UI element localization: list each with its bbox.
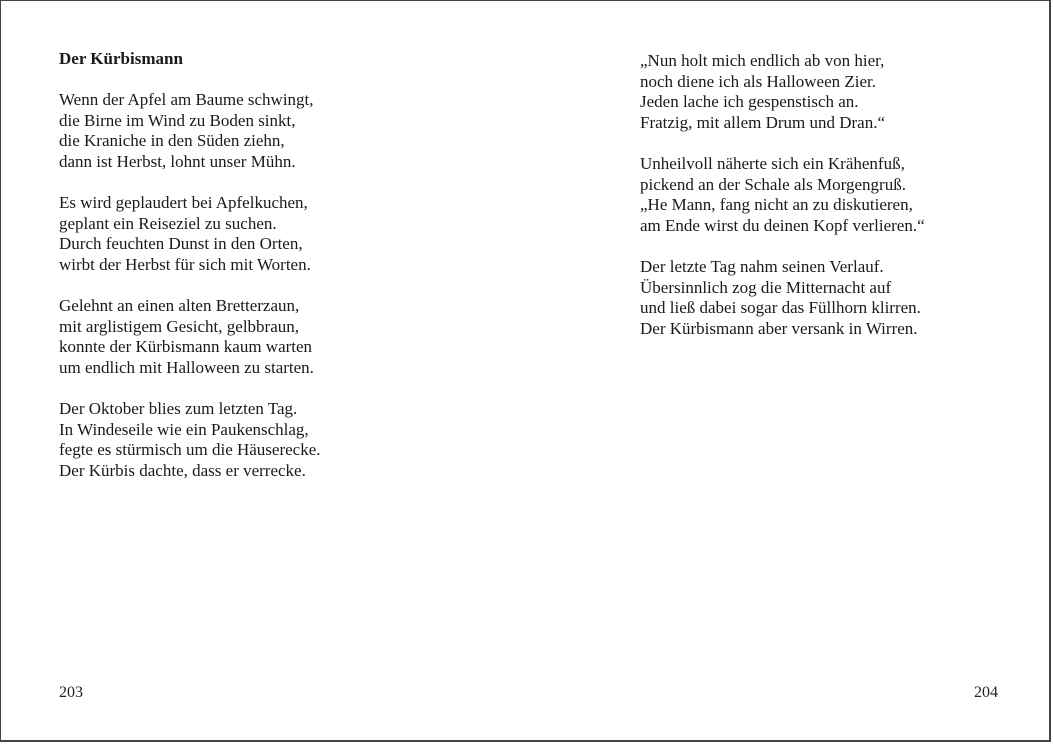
verse-line: dann ist Herbst, lohnt unser Mühn. [59,151,296,171]
page-number-right: 204 [974,684,998,701]
verse-line: Übersinnlich zog die Mitternacht auf [640,277,892,297]
verse-line: fegte es stürmisch um die Häuserecke. [59,440,321,459]
verse-line: mit arglistigem Gesicht, gelbbraun, [59,316,300,336]
verse-line: Jeden lache ich gespenstisch an. [640,92,859,111]
right-page [640,1,1040,740]
verse-line: Der Oktober blies zum letzten Tag. [59,399,298,418]
verse-line: am Ende wirst du deinen Kopf verlieren.“ [640,215,925,235]
stanza [59,90,314,172]
verse-line: konnte der Kürbismann kaum warten [59,337,313,356]
stanza [640,154,925,236]
verse-line: Der Kürbismann aber versank in Wirren. [640,318,918,338]
verse-line: „Nun holt mich endlich ab von hier, [640,51,885,70]
stanza [640,257,921,339]
verse-line: und ließ dabei sogar das Füllhorn klirren. [640,298,921,317]
verse-line: Wenn der Apfel am Baume schwingt, [59,90,314,109]
verse-line: In Windeseile wie ein Paukenschlag, [59,419,309,439]
stanza [59,296,314,378]
verse-line: noch diene ich als Halloween Zier. [640,71,877,91]
stanza [640,51,885,133]
verse-line: Es wird geplaudert bei Apfelkuchen, [59,193,308,212]
verse-line: um endlich mit Halloween zu starten. [59,357,314,377]
verse-line: Durch feuchten Dunst in den Orten, [59,234,303,253]
verse-line: Der letzte Tag nahm seinen Verlauf. [640,257,884,276]
verse-line: pickend an der Schale als Morgengruß. [640,174,906,194]
left-page [59,1,479,740]
verse-line: die Kraniche in den Süden ziehn, [59,131,285,150]
verse-line: Gelehnt an einen alten Bretterzaun, [59,296,300,315]
verse-line: Fratzig, mit allem Drum und Dran.“ [640,112,886,132]
verse-line: Unheilvoll näherte sich ein Krähenfuß, [640,154,905,173]
verse-line: „He Mann, fang nicht an zu diskutieren, [640,195,913,214]
stanza [59,399,321,481]
verse-line: geplant ein Reiseziel zu suchen. [59,213,277,233]
verse-line: wirbt der Herbst für sich mit Worten. [59,254,311,274]
poem-title: Der Kürbismann [59,49,183,68]
page-number-left: 203 [59,684,83,701]
verse-line: Der Kürbis dachte, dass er verrecke. [59,460,306,480]
stanza [59,193,311,275]
verse-line: die Birne im Wind zu Boden sinkt, [59,110,296,130]
